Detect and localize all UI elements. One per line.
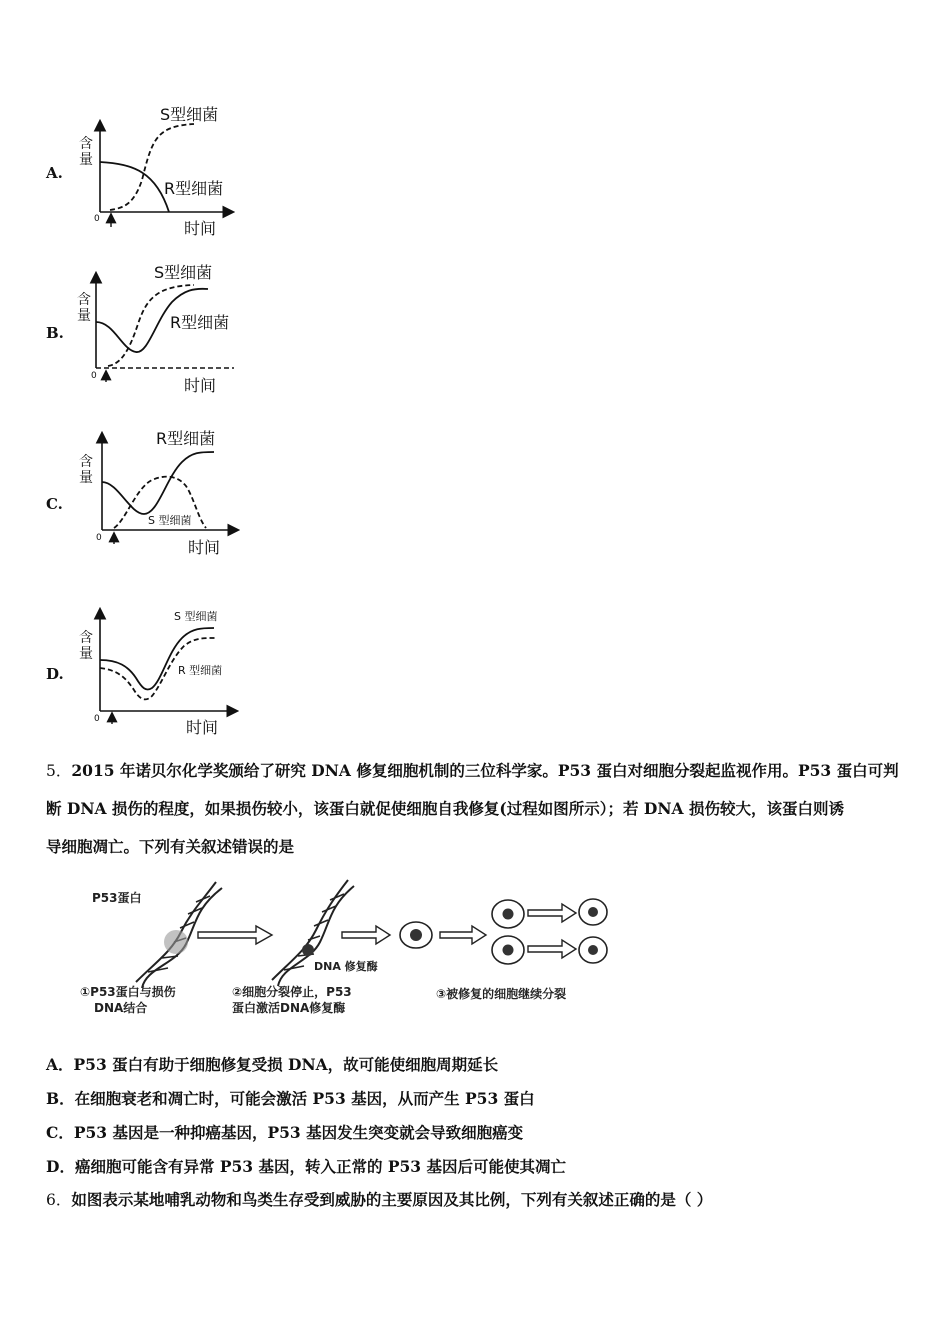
- question-5-line-3: 导细胞凋亡。下列有关叙述错误的是: [46, 837, 295, 856]
- option-label-d: D.: [46, 665, 64, 683]
- curve-label-1: S 型细菌: [174, 610, 218, 623]
- step-1-caption-line-1: ①P53蛋白与损伤: [80, 985, 176, 999]
- process-arrow-4: [528, 904, 576, 922]
- graph-d: [74, 598, 249, 738]
- question-5-line-2: 断 DNA 损伤的程度，如果损伤较小，该蛋白就促使细胞自我修复(过程如图所示）；若 DNA 损伤较大，该蛋白则诱: [46, 799, 844, 818]
- question-5-stem: [46, 752, 908, 866]
- graph-c: [74, 428, 249, 568]
- question-5-line-1: [46, 752, 908, 790]
- r-curve: [100, 162, 169, 212]
- x-label: 时间: [186, 718, 219, 737]
- cell-nucleus: [588, 945, 598, 955]
- cell-nucleus: [588, 907, 598, 917]
- origin-label: 0: [94, 714, 100, 724]
- question-number: 6．: [46, 1191, 72, 1209]
- x-label: 时间: [184, 376, 217, 395]
- option-label-c: C.: [46, 495, 63, 513]
- p53-label: P53蛋白: [92, 891, 142, 905]
- question-6-text: 如图表示某地哺乳动物和鸟类生存受到威胁的主要原因及其比例，下列有关叙述正确的是（ ）: [71, 1190, 713, 1209]
- question-5-option-c[interactable]: C．P53 基因是一种抑癌基因，P53 基因发生突变就会导致细胞癌变: [46, 1123, 524, 1142]
- cell-nucleus: [503, 945, 514, 956]
- y-label-2: 量: [77, 308, 91, 324]
- option-label-b: B.: [46, 324, 64, 342]
- curve-label-2: R型细菌: [170, 313, 230, 332]
- s-curve: [100, 628, 214, 690]
- graph-a: [74, 100, 249, 240]
- y-label-2: 量: [79, 646, 93, 662]
- step-3-caption: ③被修复的细胞继续分裂: [436, 987, 567, 1001]
- enzyme-label: DNA 修复酶: [314, 960, 378, 973]
- origin-label: 0: [91, 371, 97, 381]
- y-label-2: 量: [79, 470, 93, 486]
- curve-label-2: S 型细菌: [148, 514, 192, 527]
- process-arrow-5: [528, 940, 576, 958]
- curve-label-2: R 型细菌: [178, 664, 223, 677]
- curve-label-1: S型细菌: [154, 263, 213, 282]
- origin-label: 0: [94, 214, 100, 224]
- step-2-caption-line-2: 蛋白激活DNA修复酶: [232, 1001, 346, 1015]
- question-6-stem: [46, 1188, 712, 1210]
- x-label: 时间: [184, 219, 217, 238]
- question-number: 5．: [46, 762, 72, 780]
- cell-nucleus: [503, 909, 514, 920]
- y-label-2: 量: [79, 152, 93, 168]
- graph-b: [74, 260, 249, 400]
- process-arrow-1: [198, 926, 272, 944]
- process-arrow-3: [440, 926, 486, 944]
- question-5-option-b[interactable]: B．在细胞衰老和凋亡时，可能会激活 P53 基因，从而产生 P53 蛋白: [46, 1089, 535, 1108]
- step-2-caption-line-1: ②细胞分裂停止，P53: [232, 985, 352, 999]
- x-label: 时间: [188, 538, 221, 557]
- damage-site: [164, 930, 188, 954]
- cell-nucleus: [410, 929, 422, 941]
- question-5-option-a[interactable]: A．P53 蛋白有助于细胞修复受损 DNA，故可能使细胞周期延长: [46, 1055, 499, 1074]
- question-5-line-1-text: 2015 年诺贝尔化学奖颁给了研究 DNA 修复细胞机制的三位科学家。P53 蛋白对细胞分裂起监视作用。P53 蛋白可判: [71, 761, 899, 780]
- p53-process-figure: [76, 872, 636, 1022]
- r-curve: [102, 452, 214, 514]
- y-label-1: 含: [79, 136, 93, 152]
- origin-label: 0: [96, 533, 102, 543]
- curve-label-2: R型细菌: [164, 179, 224, 198]
- step-1-caption-line-2: DNA结合: [94, 1001, 148, 1015]
- repair-enzyme: [302, 944, 314, 956]
- option-label-a: A.: [46, 164, 63, 182]
- process-arrow-2: [342, 926, 390, 944]
- y-label-1: 含: [77, 292, 91, 308]
- y-label-1: 含: [79, 630, 93, 646]
- y-label-1: 含: [79, 454, 93, 470]
- question-5-option-d[interactable]: D．癌细胞可能含有异常 P53 基因，转入正常的 P53 基因后可能使其凋亡: [46, 1157, 566, 1176]
- curve-label-1: R型细菌: [156, 429, 216, 448]
- curve-label-1: S型细菌: [160, 105, 219, 124]
